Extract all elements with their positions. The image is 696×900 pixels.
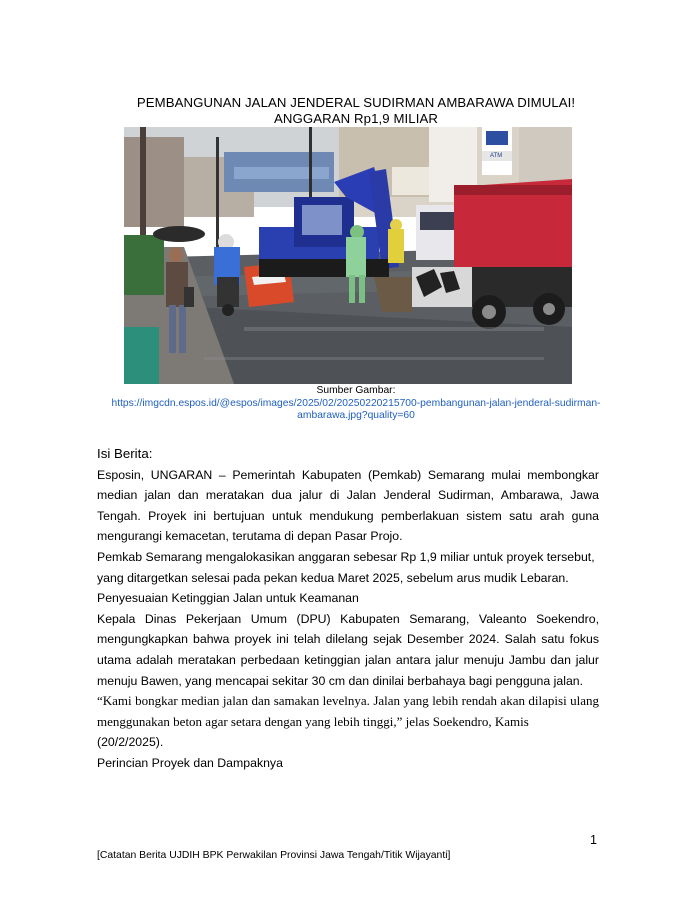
news-photo (124, 127, 572, 384)
subheading-height-adjustment: Penyesuaian Ketinggian Jalan untuk Keamanan (97, 591, 359, 606)
article-body (97, 444, 599, 774)
paragraph-budget: Pemkab Semarang mengalokasikan anggaran sebesar Rp 1,9 miliar untuk proyek tersebut, yang ditargetkan selesai pada pekan kedua Maret 2025, sebelum arus mudik Lebaran. (97, 549, 595, 585)
quote-soekendro: “Kami bongkar median jalan dan samakan levelnya. Jalan yang lebih rendah akan dilapisi ulang menggunakan beton agar setara dengan yang lebih tinggi,” jelas Soekendro, Kamis (97, 693, 599, 729)
article-title-line-2: ANGGARAN Rp1,9 MILIAR (273, 111, 439, 126)
page-footer: [Catatan Berita UJDIH BPK Perwakilan Provinsi Jawa Tengah/Titik Wijayanti] (97, 850, 451, 861)
image-credit (96, 385, 616, 423)
image-credit-label: Sumber Gambar: (316, 385, 396, 396)
paragraph-intro: Esposin, UNGARAN – Pemerintah Kabupaten (Pemkab) Semarang mulai membongkar median jalan dan meratakan dua jalur di Jalan Jenderal Sudirman, Ambarawa, Jawa Tengah. Proyek ini bertujuan untuk mendukung pemberlakuan sistem satu arah guna mengurangi kemacetan, terutama di depan Pasar Projo. (97, 467, 599, 544)
subheading-project-details: Perincian Proyek dan Dampaknya (97, 755, 283, 770)
image-source-link[interactable]: https://imgcdn.espos.id/@espos/images/2025/02/20250220215700-pembangunan-jalan-jenderal-sudirman-ambarawa.jpg?quality=60 (111, 397, 601, 421)
content-heading: Isi Berita: (97, 446, 153, 461)
page-number: 1 (590, 833, 597, 847)
quote-date: (20/2/2025). (97, 735, 164, 750)
atm-sign: ATM (490, 153, 503, 159)
paragraph-dpu: Kepala Dinas Pekerjaan Umum (DPU) Kabupaten Semarang, Valeanto Soekendro, mengungkapkan bahwa proyek ini telah dilelang sejak Desember 2024. Salah satu fokus utama adalah meratakan perbedaan ketinggian jalan antara jalur menuju Jambu dan jalur menuju Bawen, yang mencapai sekitar 30 cm dan dinilai berbahaya bagi pengguna jalan. (97, 611, 599, 688)
article-title (96, 95, 616, 127)
article-title-line-1: PEMBANGUNAN JALAN JENDERAL SUDIRMAN AMBARAWA DIMULAI! (136, 95, 576, 110)
